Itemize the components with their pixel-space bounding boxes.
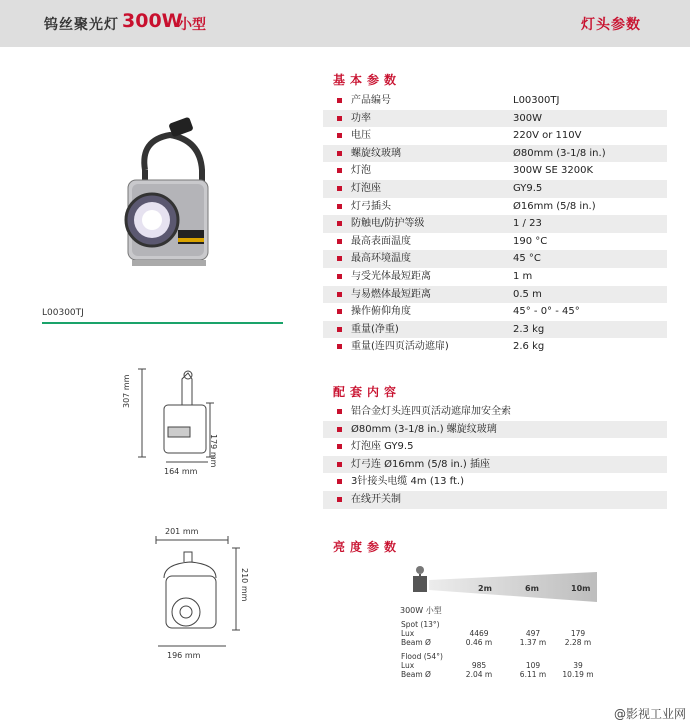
accessory-label: Ø80mm (3-1/8 in.) 螺旋纹玻璃 xyxy=(351,423,497,435)
spec-row xyxy=(323,180,667,198)
side-dimension-drawing xyxy=(130,365,240,468)
accessory-item xyxy=(323,403,667,421)
dim-side-body-height: 179 mm xyxy=(209,434,218,468)
spec-value: 220V or 110V xyxy=(513,130,582,142)
specs-table xyxy=(323,92,667,356)
spot-lux-6m: 497 xyxy=(525,629,541,638)
bullet-icon xyxy=(337,204,342,209)
spec-key: 最高表面温度 xyxy=(351,235,411,247)
photometrics-table xyxy=(399,620,599,679)
spec-value: 300W SE 3200K xyxy=(513,165,594,177)
bullet-icon xyxy=(337,168,342,173)
spot-label: Spot (13°) xyxy=(401,620,440,629)
spec-key: 灯弓插头 xyxy=(351,200,391,212)
spec-row xyxy=(323,92,667,110)
product-photo xyxy=(100,110,240,280)
spec-row xyxy=(323,127,667,145)
spec-key: 灯泡 xyxy=(351,165,371,177)
dim-front-bottom-width: 196 mm xyxy=(167,651,201,660)
accessory-item xyxy=(323,456,667,474)
accessory-label: 灯泡座 GY9.5 xyxy=(351,441,414,453)
spec-value: Ø16mm (5/8 in.) xyxy=(513,200,596,212)
dim-side-height: 307 mm xyxy=(122,374,131,408)
bullet-icon xyxy=(337,221,342,226)
accessories-list xyxy=(323,403,667,509)
bullet-icon xyxy=(337,116,342,121)
bullet-icon xyxy=(337,497,342,502)
spec-value: 2.6 kg xyxy=(513,341,545,353)
bullet-icon xyxy=(337,462,342,467)
flood-label: Flood (54°) xyxy=(401,652,443,661)
bullet-icon xyxy=(337,256,342,261)
section-label-head-params: 灯头参数 xyxy=(581,17,641,33)
specs-heading: 基本参数 xyxy=(333,73,402,87)
lux-label: Lux xyxy=(401,629,415,638)
distance-2m: 2m xyxy=(478,584,492,593)
beam-label: Beam Ø xyxy=(401,670,431,679)
spec-key: 与易燃体最短距离 xyxy=(351,288,431,300)
spec-row xyxy=(323,268,667,286)
spec-value: 190 °C xyxy=(513,235,548,247)
flood-beam-10m: 10.19 m xyxy=(562,670,594,679)
spec-key: 与受光体最短距离 xyxy=(351,270,431,282)
spec-key: 最高环境温度 xyxy=(351,253,411,265)
spot-lux-10m: 179 xyxy=(570,629,586,638)
dim-front-height: 210 mm xyxy=(240,568,249,602)
flood-lux-row xyxy=(399,661,599,670)
bullet-icon xyxy=(337,151,342,156)
spec-key: 重量(净重) xyxy=(351,323,399,335)
spec-key: 灯泡座 xyxy=(351,182,381,194)
spec-row xyxy=(323,321,667,339)
dim-side-width: 164 mm xyxy=(164,467,198,476)
spec-key: 螺旋纹玻璃 xyxy=(351,147,401,159)
flood-beam-6m: 6.11 m xyxy=(519,670,547,679)
spec-value: L00300TJ xyxy=(513,95,560,106)
spec-key: 防触电/防护等级 xyxy=(351,218,425,230)
flood-lux-6m: 109 xyxy=(525,661,541,670)
spec-value: 2.3 kg xyxy=(513,323,545,335)
spot-beam-row xyxy=(399,638,599,647)
accessory-label: 灯弓连 Ø16mm (5/8 in.) 插座 xyxy=(351,458,490,470)
beam-label: Beam Ø xyxy=(401,638,431,647)
bullet-icon xyxy=(337,292,342,297)
bullet-icon xyxy=(337,409,342,414)
spec-row xyxy=(323,110,667,128)
spec-value: 1 / 23 xyxy=(513,218,542,230)
spec-row xyxy=(323,215,667,233)
page-header xyxy=(0,0,690,47)
spec-value: Ø80mm (3-1/8 in.) xyxy=(513,147,606,159)
spec-row xyxy=(323,145,667,163)
spec-value: 0.5 m xyxy=(513,288,542,300)
flood-lux-10m: 39 xyxy=(573,661,583,670)
bullet-icon xyxy=(337,327,342,332)
bullet-icon xyxy=(337,427,342,432)
bullet-icon xyxy=(337,444,342,449)
spot-beam-6m: 1.37 m xyxy=(519,638,547,647)
spec-key: 重量(连四页活动遮扉) xyxy=(351,341,449,353)
bullet-icon xyxy=(337,239,342,244)
bullet-icon xyxy=(337,479,342,484)
spec-row xyxy=(323,233,667,251)
spec-value: 1 m xyxy=(513,270,533,282)
spec-row xyxy=(323,162,667,180)
spec-key: 产品编号 xyxy=(351,95,391,106)
divider-line xyxy=(42,322,283,324)
accessory-label: 铝合金灯头连四页活动遮扉加安全索 xyxy=(351,406,511,417)
accessories-heading: 配套内容 xyxy=(333,385,402,399)
spec-row xyxy=(323,286,667,304)
spec-key: 操作俯仰角度 xyxy=(351,306,411,318)
distance-6m: 6m xyxy=(525,584,539,593)
spec-row xyxy=(323,198,667,216)
spec-key: 功率 xyxy=(351,112,371,124)
spec-key: 电压 xyxy=(351,130,371,142)
dim-front-top-width: 201 mm xyxy=(165,527,199,536)
spot-lux-row xyxy=(399,629,599,638)
flood-beam-2m: 2.04 m xyxy=(465,670,493,679)
photometrics-heading: 亮度参数 xyxy=(333,540,402,554)
bullet-icon xyxy=(337,274,342,279)
product-model-label: L00300TJ xyxy=(42,308,84,318)
spot-lux-2m: 4469 xyxy=(469,629,489,638)
bullet-icon xyxy=(337,309,342,314)
accessory-item xyxy=(323,438,667,456)
spot-beam-10m: 2.28 m xyxy=(564,638,592,647)
bullet-icon xyxy=(337,98,342,103)
front-dimension-drawing xyxy=(150,530,250,650)
flood-lux-2m: 985 xyxy=(471,661,487,670)
spot-label-row xyxy=(399,620,599,629)
flood-beam-row xyxy=(399,670,599,679)
spec-value: 300W xyxy=(513,112,542,124)
spot-beam-2m: 0.46 m xyxy=(465,638,493,647)
lux-label: Lux xyxy=(401,661,415,670)
spec-row xyxy=(323,338,667,356)
distance-10m: 10m xyxy=(571,584,591,593)
accessory-label: 在线开关制 xyxy=(351,493,401,505)
bullet-icon xyxy=(337,344,342,349)
accessory-item xyxy=(323,421,667,439)
title-suffix: 小型 xyxy=(178,17,206,33)
title-power: 300W xyxy=(122,10,183,32)
accessory-label: 3针接头电缆 4m (13 ft.) xyxy=(351,476,464,488)
watermark: @影视工业网 xyxy=(613,707,686,721)
spec-value: 45° - 0° - 45° xyxy=(513,306,580,318)
accessory-item xyxy=(323,491,667,509)
flood-label-row xyxy=(399,652,599,661)
accessory-item xyxy=(323,473,667,491)
spec-row xyxy=(323,250,667,268)
bullet-icon xyxy=(337,133,342,138)
bullet-icon xyxy=(337,186,342,191)
photometrics-model-label: 300W 小型 xyxy=(400,606,442,615)
title-prefix: 钨丝聚光灯 xyxy=(44,17,119,33)
spec-value: 45 °C xyxy=(513,253,541,265)
spec-value: GY9.5 xyxy=(513,182,543,194)
spec-row xyxy=(323,303,667,321)
